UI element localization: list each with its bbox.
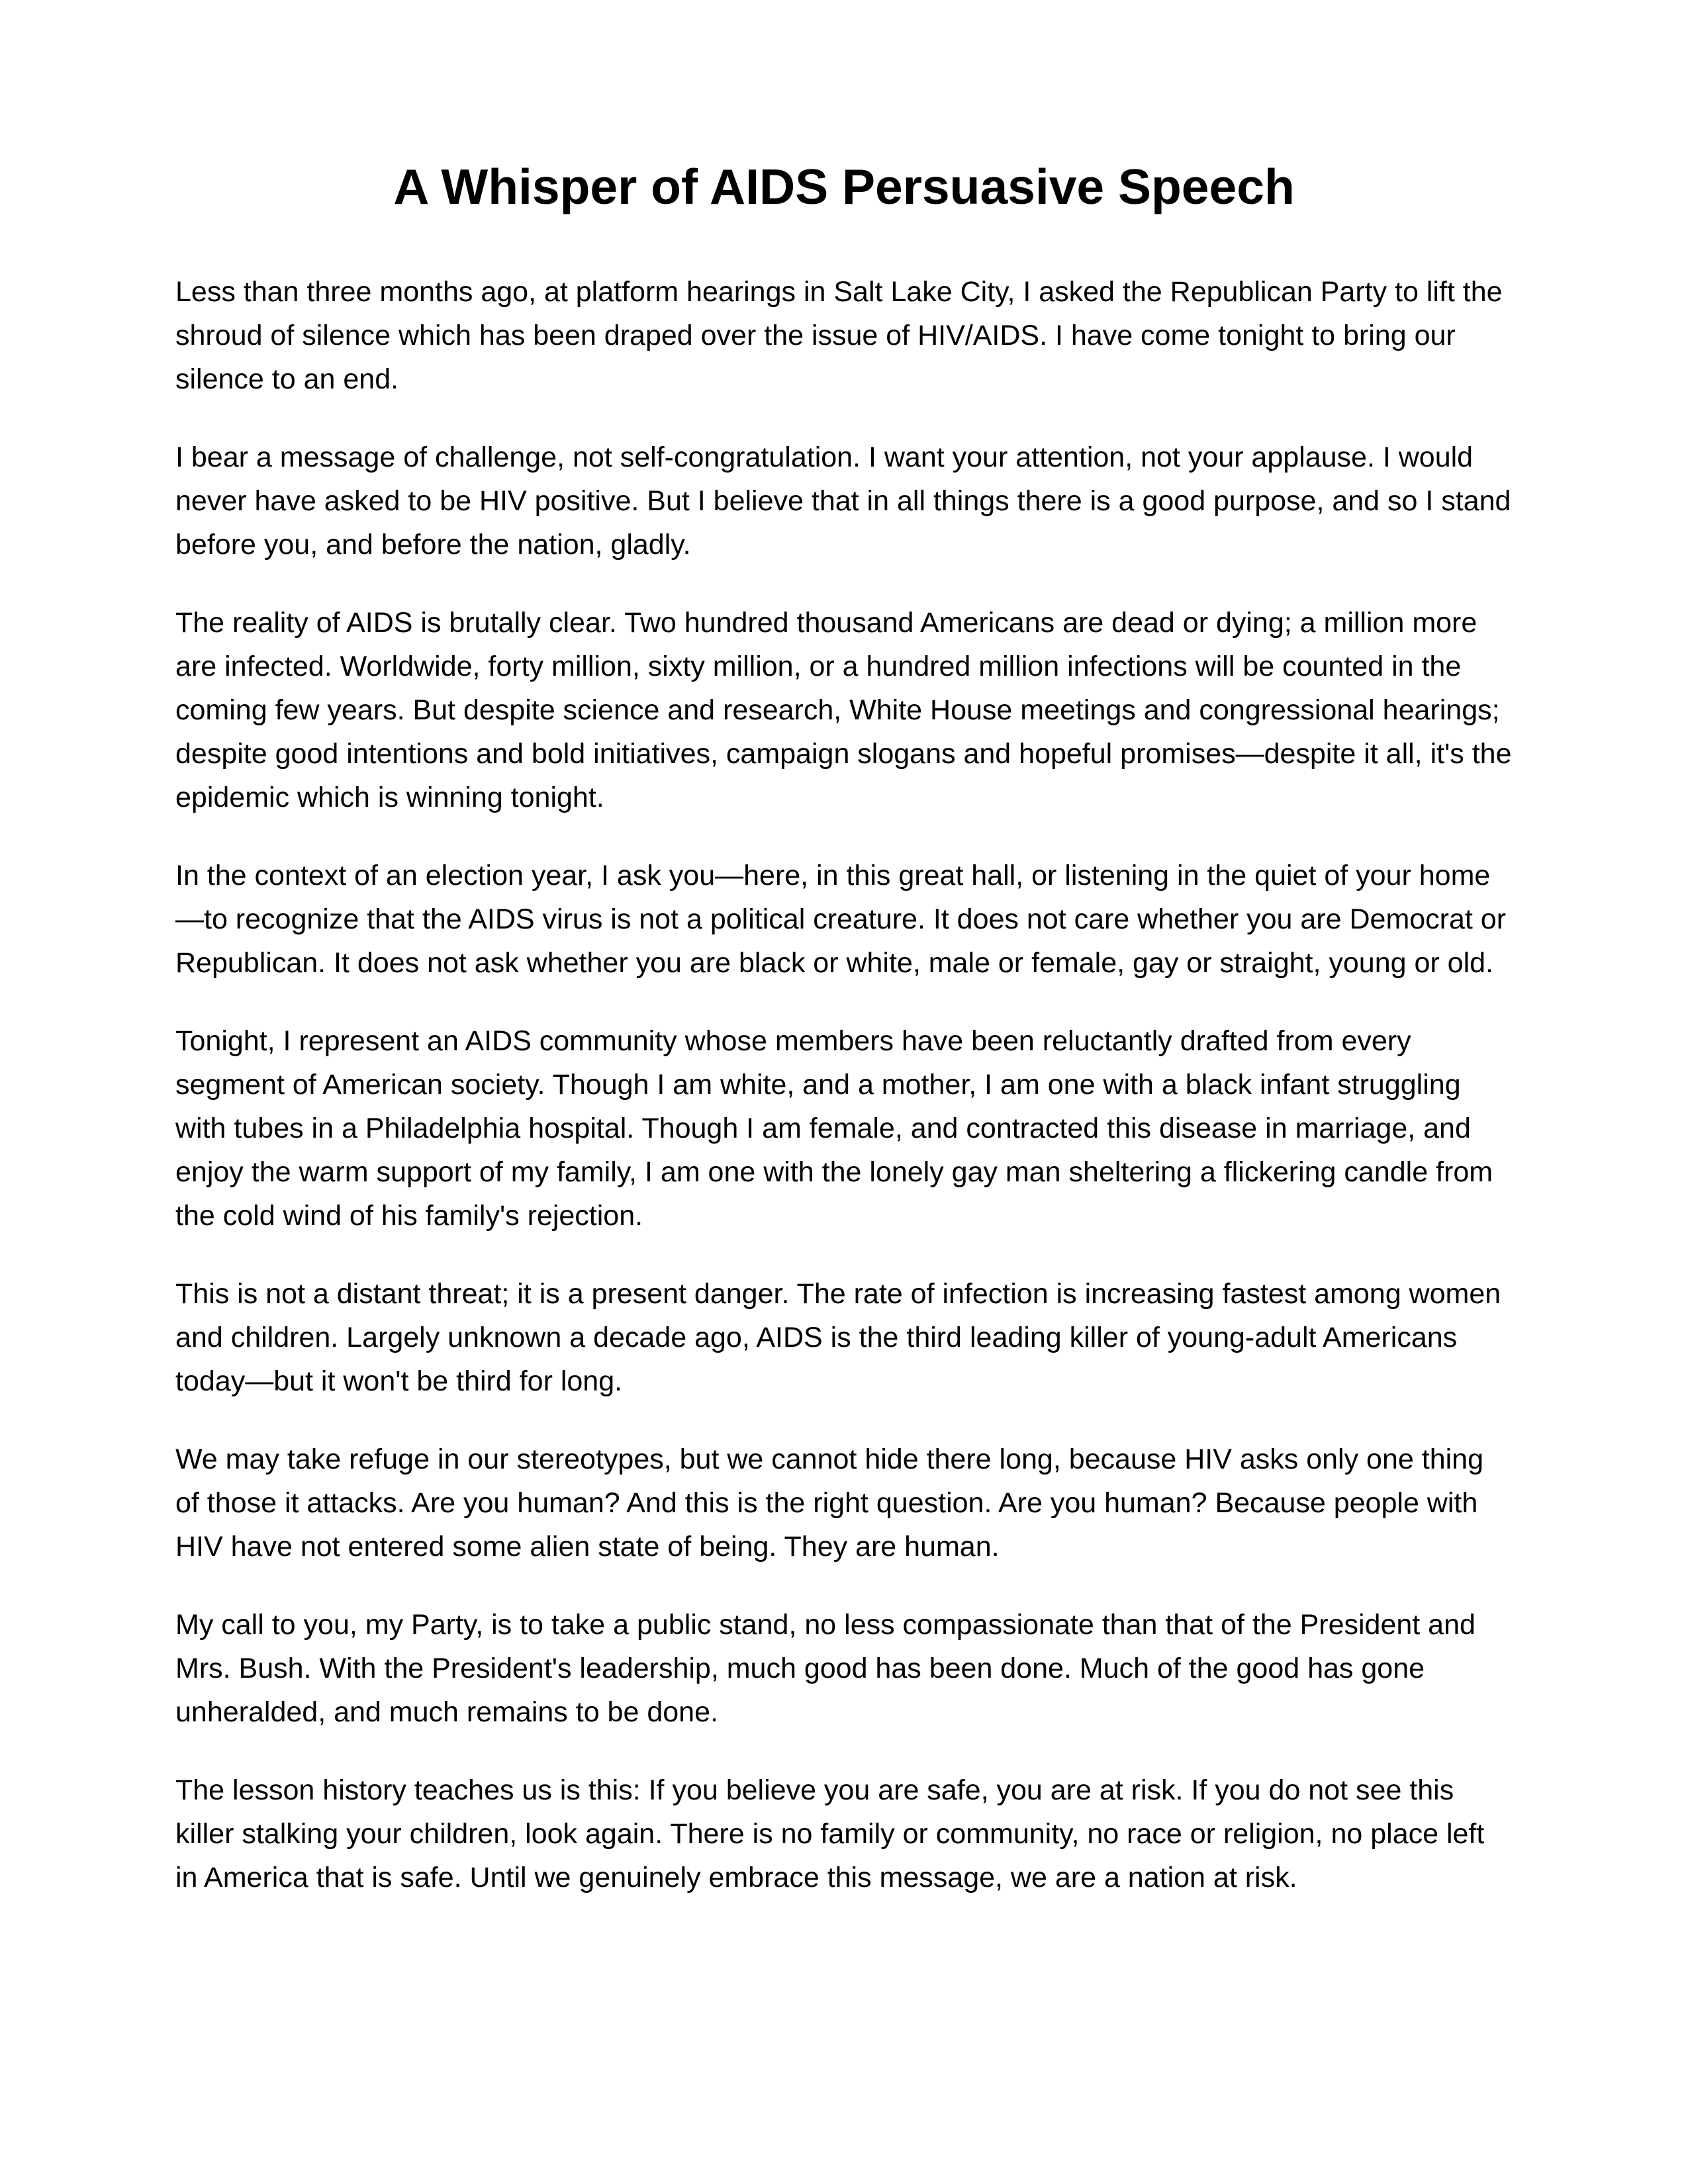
paragraph: Less than three months ago, at platform hearings in Salt Lake City, I asked the Republican Party to lift the shroud of silence which has been draped over the issue of HIV/AIDS. I have come tonight to bring our silence to an end.: [175, 276, 1503, 395]
paragraph: Tonight, I represent an AIDS community whose members have been reluctantly drafted from every segment of American society. Though I am white, and a mother, I am one with a black infant struggling with tubes in a Philadelphia hospital. Though I am female, and contracted this disease in marriage, and enjoy the warm support of my family, I am one with the lonely gay man sheltering a flickering candle from the cold wind of his family's rejection.: [175, 1025, 1493, 1232]
document-body: [175, 270, 1513, 1899]
paragraph: We may take refuge in our stereotypes, but we cannot hide there long, because HIV asks only one thing of those it attacks. Are you human? And this is the right question. Are you human? Because people with HIV have not entered some alien state of being. They are human.: [175, 1443, 1483, 1563]
document-title: A Whisper of AIDS Persuasive Speech: [393, 159, 1295, 214]
paragraph: The lesson history teaches us is this: If you believe you are safe, you are at risk. If you do not see this killer stalking your children, look again. There is no family or community, no race or religion, no place left in America that is safe. Until we genuinely embrace this message, we are a nation at risk.: [175, 1774, 1485, 1893]
paragraph: I bear a message of challenge, not self-congratulation. I want your attention, not your applause. I would never have asked to be HIV positive. But I believe that in all things there is a good purpose, and so I stand before you, and before the nation, gladly.: [175, 441, 1511, 561]
paragraph: This is not a distant threat; it is a present danger. The rate of infection is increasing fastest among women and children. Largely unknown a decade ago, AIDS is the third leading killer of young-adult Americans today—but it won't be third for long.: [175, 1278, 1501, 1397]
paragraph: In the context of an election year, I ask you—here, in this great hall, or listening in the quiet of your home—to recognize that the AIDS virus is not a political creature. It does not care whether you are Democrat or Republican. It does not ask whether you are black or white, male or female, gay or straight, young or old.: [175, 860, 1507, 979]
paragraph: The reality of AIDS is brutally clear. Two hundred thousand Americans are dead or dying; a million more are infected. Worldwide, forty million, sixty million, or a hundred million infections will be counted in the coming few years. But despite science and research, White House meetings and congressional hearings; despite good intentions and bold initiatives, campaign slogans and hopeful promises—despite it all, it's the epidemic which is winning tonight.: [175, 607, 1512, 813]
paragraph: My call to you, my Party, is to take a public stand, no less compassionate than that of the President and Mrs. Bush. With the President's leadership, much good has been done. Much of the good has gone unheralded, and much remains to be done.: [175, 1609, 1476, 1728]
